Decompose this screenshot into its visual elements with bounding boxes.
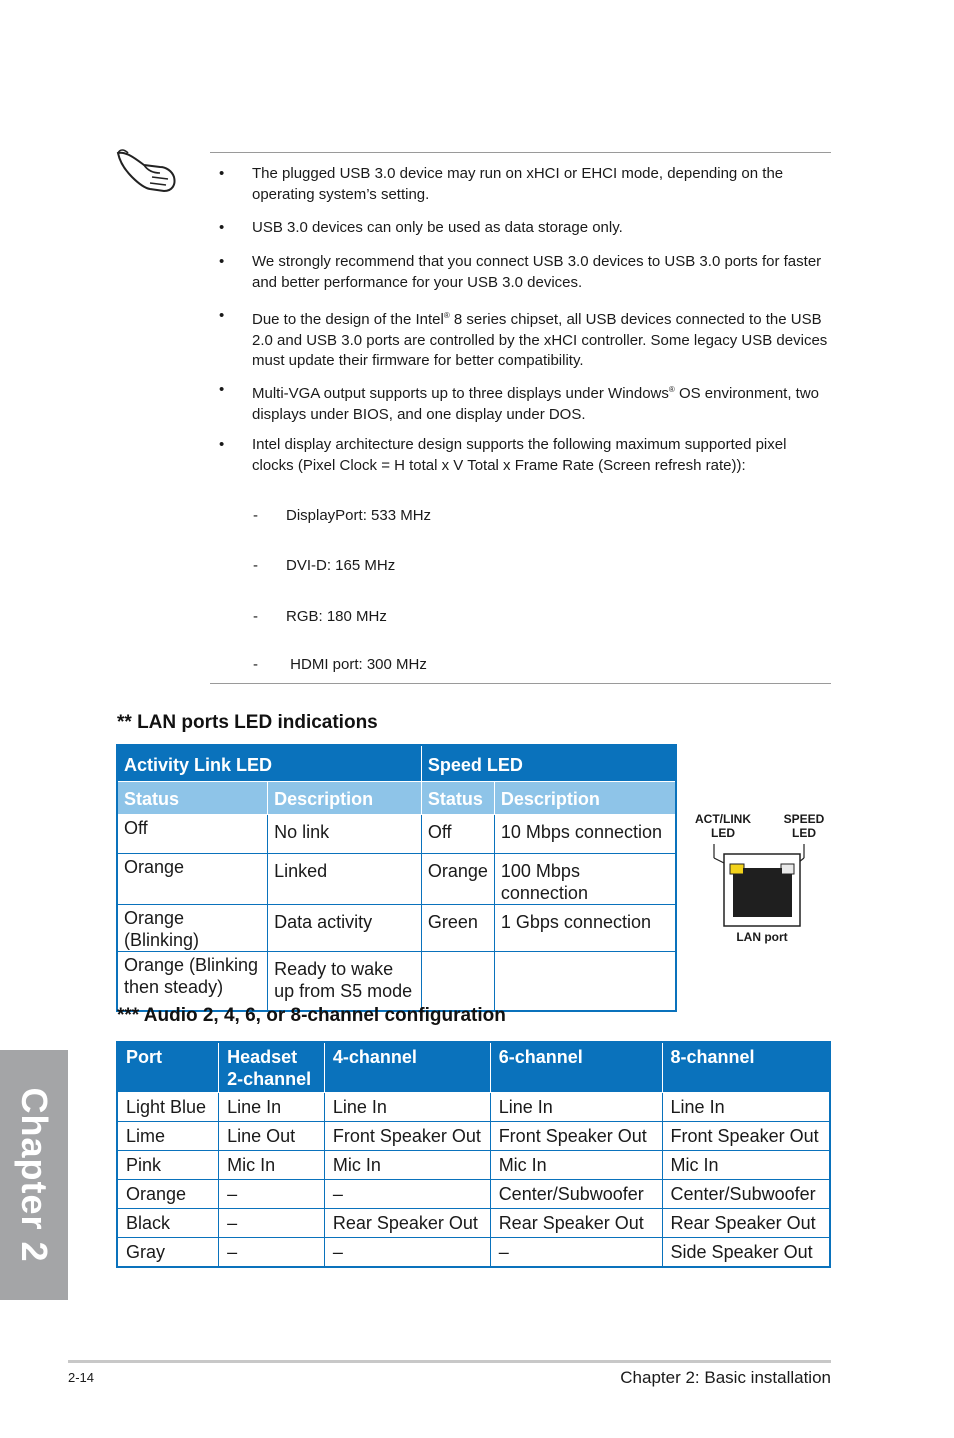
table-cell: Mic In (219, 1151, 325, 1180)
note-bottom-rule (210, 683, 831, 684)
table-cell: Orange (421, 854, 494, 905)
chapter-side-tab (0, 1050, 68, 1300)
table-cell: Line In (490, 1093, 662, 1122)
table-cell: Line In (219, 1093, 325, 1122)
page-number: 2-14 (68, 1370, 95, 1385)
header-activity-link-led: Activity Link LED (117, 745, 421, 782)
table-cell: Side Speaker Out (662, 1238, 830, 1268)
table-cell: Mic In (490, 1151, 662, 1180)
table-cell: – (324, 1238, 490, 1268)
table-row (117, 1122, 830, 1151)
table-cell: Gray (117, 1238, 219, 1268)
table-cell: 100 Mbps connection (494, 854, 676, 905)
speed-led-label: SPEED LED (783, 812, 825, 840)
table-row (117, 854, 676, 905)
table-cell: Rear Speaker Out (662, 1209, 830, 1238)
subheader-description: Description (494, 782, 676, 815)
table-cell: No link (268, 815, 422, 854)
lan-table-subheader (117, 782, 676, 815)
table-cell: Mic In (324, 1151, 490, 1180)
table-cell: Front Speaker Out (324, 1122, 490, 1151)
table-cell: – (324, 1180, 490, 1209)
audio-config-table (116, 1041, 831, 1268)
table-cell: Off (421, 815, 494, 854)
header-4-channel: 4-channel (324, 1042, 490, 1093)
audio-section-title: *** Audio 2, 4, 6, or 8-channel configuration (117, 1005, 506, 1026)
lan-led-table (116, 744, 677, 1012)
lan-port-label: LAN port (736, 930, 788, 944)
act-link-led-label: ACT/LINK LED (695, 812, 751, 840)
table-cell: Orange (Blinking then steady) (117, 952, 268, 1012)
lan-table-header (117, 745, 676, 782)
table-cell: Front Speaker Out (662, 1122, 830, 1151)
table-cell: Linked (268, 854, 422, 905)
table-cell: – (219, 1238, 325, 1268)
audio-table-header (117, 1042, 830, 1093)
table-cell: Pink (117, 1151, 219, 1180)
header-speed-led: Speed LED (421, 745, 676, 782)
bullet-marker: • (219, 219, 225, 236)
header-8-channel: 8-channel (662, 1042, 830, 1093)
table-cell: Data activity (268, 905, 422, 952)
table-cell: – (219, 1209, 325, 1238)
dash-marker: - (253, 507, 258, 524)
table-cell: – (490, 1238, 662, 1268)
table-row (117, 815, 676, 854)
table-cell: – (219, 1180, 325, 1209)
bullet-marker: • (219, 165, 225, 182)
table-cell: Rear Speaker Out (324, 1209, 490, 1238)
table-cell (421, 952, 494, 1012)
table-cell: Front Speaker Out (490, 1122, 662, 1151)
table-cell: Line In (324, 1093, 490, 1122)
subheader-status: Status (421, 782, 494, 815)
note-bullet-3: We strongly recommend that you connect USB 3.0 devices to USB 3.0 ports for faster and better performance for your USB 3.0 devices. (252, 253, 822, 291)
lan-section-title: ** LAN ports LED indications (117, 712, 378, 733)
table-cell: Light Blue (117, 1093, 219, 1122)
table-cell: 1 Gbps connection (494, 905, 676, 952)
table-row (117, 1151, 830, 1180)
table-row (117, 1209, 830, 1238)
pixel-clock-rgb: RGB: 180 MHz (286, 608, 387, 625)
pointing-hand-icon (114, 145, 180, 195)
table-cell: Line Out (219, 1122, 325, 1151)
table-row (117, 952, 676, 1012)
table-cell: Rear Speaker Out (490, 1209, 662, 1238)
dash-marker: - (253, 557, 258, 574)
subheader-description: Description (268, 782, 422, 815)
table-cell: Orange (Blinking) (117, 905, 268, 952)
pixel-clock-displayport: DisplayPort: 533 MHz (286, 507, 432, 524)
pixel-clock-dvid: DVI-D: 165 MHz (286, 557, 396, 574)
table-row (117, 1093, 830, 1122)
table-cell: Orange (117, 854, 268, 905)
footer-chapter-title: Chapter 2: Basic installation (620, 1368, 831, 1387)
note-bullet-1: The plugged USB 3.0 device may run on xHCI or EHCI mode, depending on the operating system’s setting. (252, 165, 784, 203)
table-cell: Green (421, 905, 494, 952)
header-port: Port (117, 1042, 219, 1093)
table-cell: Lime (117, 1122, 219, 1151)
table-cell (494, 952, 676, 1012)
dash-marker: - (253, 656, 258, 673)
note-bullet-5: Multi-VGA output supports up to three displays under Windows® OS environment, two displays under BIOS, and one display under DOS. (252, 385, 820, 423)
note-bullet-4: Due to the design of the Intel® 8 series chipset, all USB devices connected to the USB 2.0 and USB 3.0 ports are controlled by the xHCI controller. Some legacy USB devices must update their firmware for better compatibility. (252, 311, 828, 369)
header-6-channel: 6-channel (490, 1042, 662, 1093)
table-cell: Orange (117, 1180, 219, 1209)
bullet-marker: • (219, 307, 225, 324)
bullet-marker: • (219, 381, 225, 398)
lan-port-icon (690, 838, 835, 930)
table-cell: Mic In (662, 1151, 830, 1180)
subheader-status: Status (117, 782, 268, 815)
dash-marker: - (253, 608, 258, 625)
table-cell: Line In (662, 1093, 830, 1122)
table-cell: Center/Subwoofer (662, 1180, 830, 1209)
bullet-marker: • (219, 253, 225, 270)
table-cell: 10 Mbps connection (494, 815, 676, 854)
table-cell: Off (117, 815, 268, 854)
note-bullet-2: USB 3.0 devices can only be used as data storage only. (252, 219, 623, 236)
bullet-marker: • (219, 436, 225, 453)
table-cell: Center/Subwoofer (490, 1180, 662, 1209)
table-row (117, 1180, 830, 1209)
table-row (117, 1238, 830, 1268)
lan-port-diagram (690, 810, 835, 950)
footer-rule (68, 1360, 831, 1363)
table-cell: Ready to wake up from S5 mode (268, 952, 422, 1012)
header-headset-2-channel: Headset 2-channel (219, 1042, 325, 1093)
note-bullet-6: Intel display architecture design supports the following maximum supported pixel clocks (Pixel Clock = H total x V Total x Frame Rate (Screen refresh rate)): (252, 436, 787, 474)
note-top-rule (210, 152, 831, 153)
pixel-clock-hdmi: HDMI port: 300 MHz (286, 656, 427, 673)
chapter-side-tab-label: Chapter 2 (14, 1087, 55, 1263)
table-cell: Black (117, 1209, 219, 1238)
table-row (117, 905, 676, 952)
